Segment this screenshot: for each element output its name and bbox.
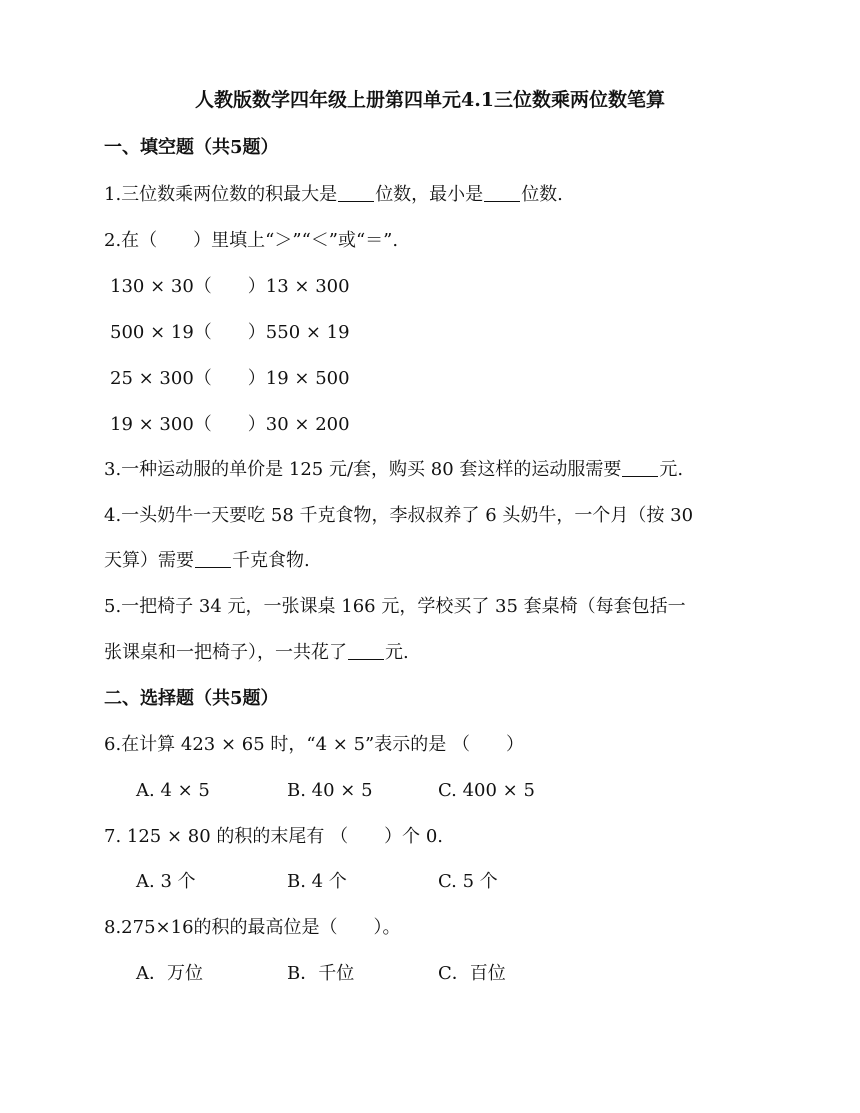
answer-blank[interactable]: [195, 549, 231, 568]
question-1-text-a: 1.三位数乘两位数的积最大是: [104, 184, 338, 205]
question-5-text: 张课桌和一把椅子），一共花了: [104, 642, 347, 663]
comparison-row-2: 500 × 19（ ）550 × 19: [110, 322, 350, 343]
answer-blank[interactable]: [484, 183, 520, 202]
question-3-text: 3.一种运动服的单价是 125 元/套，购买 80 套这样的运动服需要: [104, 459, 622, 480]
question-5-end: 元.: [385, 642, 409, 663]
question-4-text: 天算）需要: [104, 550, 194, 571]
question-1-text-c: 位数.: [521, 184, 563, 205]
question-5-line-1: 5.一把椅子 34 元，一张课桌 166 元，学校买了 35 套桌椅（每套包括一: [104, 596, 686, 617]
comparison-row-4: 19 × 300（ ）30 × 200: [110, 414, 350, 435]
answer-blank[interactable]: [348, 641, 384, 660]
question-8-option-a[interactable]: A．万位: [136, 963, 203, 984]
comparison-row-3: 25 × 300（ ）19 × 500: [110, 368, 350, 389]
comparison-row-1: 130 × 30（ ）13 × 300: [110, 276, 350, 297]
question-3: [104, 458, 683, 482]
question-8-option-c[interactable]: C．百位: [438, 963, 506, 984]
question-7-option-c[interactable]: C. 5 个: [438, 871, 498, 892]
question-6: 6.在计算 423 × 65 时，“4 × 5”表示的是 （ ）: [104, 734, 524, 755]
question-3-end: 元.: [659, 459, 684, 480]
section-choice-heading: 二、选择题（共5题）: [104, 688, 279, 709]
question-4-line-1: 4.一头奶牛一天要吃 58 千克食物，李叔叔养了 6 头奶牛，一个月（按 30: [104, 505, 694, 526]
page-title: 人教版数学四年级上册第四单元4.1三位数乘两位数笔算: [194, 89, 666, 111]
question-8-option-b[interactable]: B．千位: [287, 963, 355, 984]
question-5-line-2: [104, 641, 409, 665]
question-6-option-a[interactable]: A. 4 × 5: [136, 780, 210, 801]
question-4-end: 千克食物.: [232, 550, 310, 571]
section-fill-in-heading: 一、填空题（共5题）: [104, 137, 279, 158]
answer-blank[interactable]: [338, 183, 374, 202]
question-2: 2.在（ ）里填上“＞”“＜”或“＝”.: [104, 230, 399, 251]
question-7: 7. 125 × 80 的积的末尾有 （ ）个 0.: [104, 826, 444, 847]
question-1-text-b: 位数，最小是: [375, 184, 484, 205]
question-1: [104, 183, 563, 207]
question-4-line-2: [104, 549, 310, 573]
question-6-option-b[interactable]: B. 40 × 5: [287, 780, 373, 801]
question-7-option-b[interactable]: B. 4 个: [287, 871, 347, 892]
answer-blank[interactable]: [622, 458, 658, 477]
question-7-option-a[interactable]: A. 3 个: [136, 871, 196, 892]
question-8: 8.275×16的积的最高位是（ ）。: [104, 917, 401, 938]
question-6-option-c[interactable]: C. 400 × 5: [438, 780, 535, 801]
